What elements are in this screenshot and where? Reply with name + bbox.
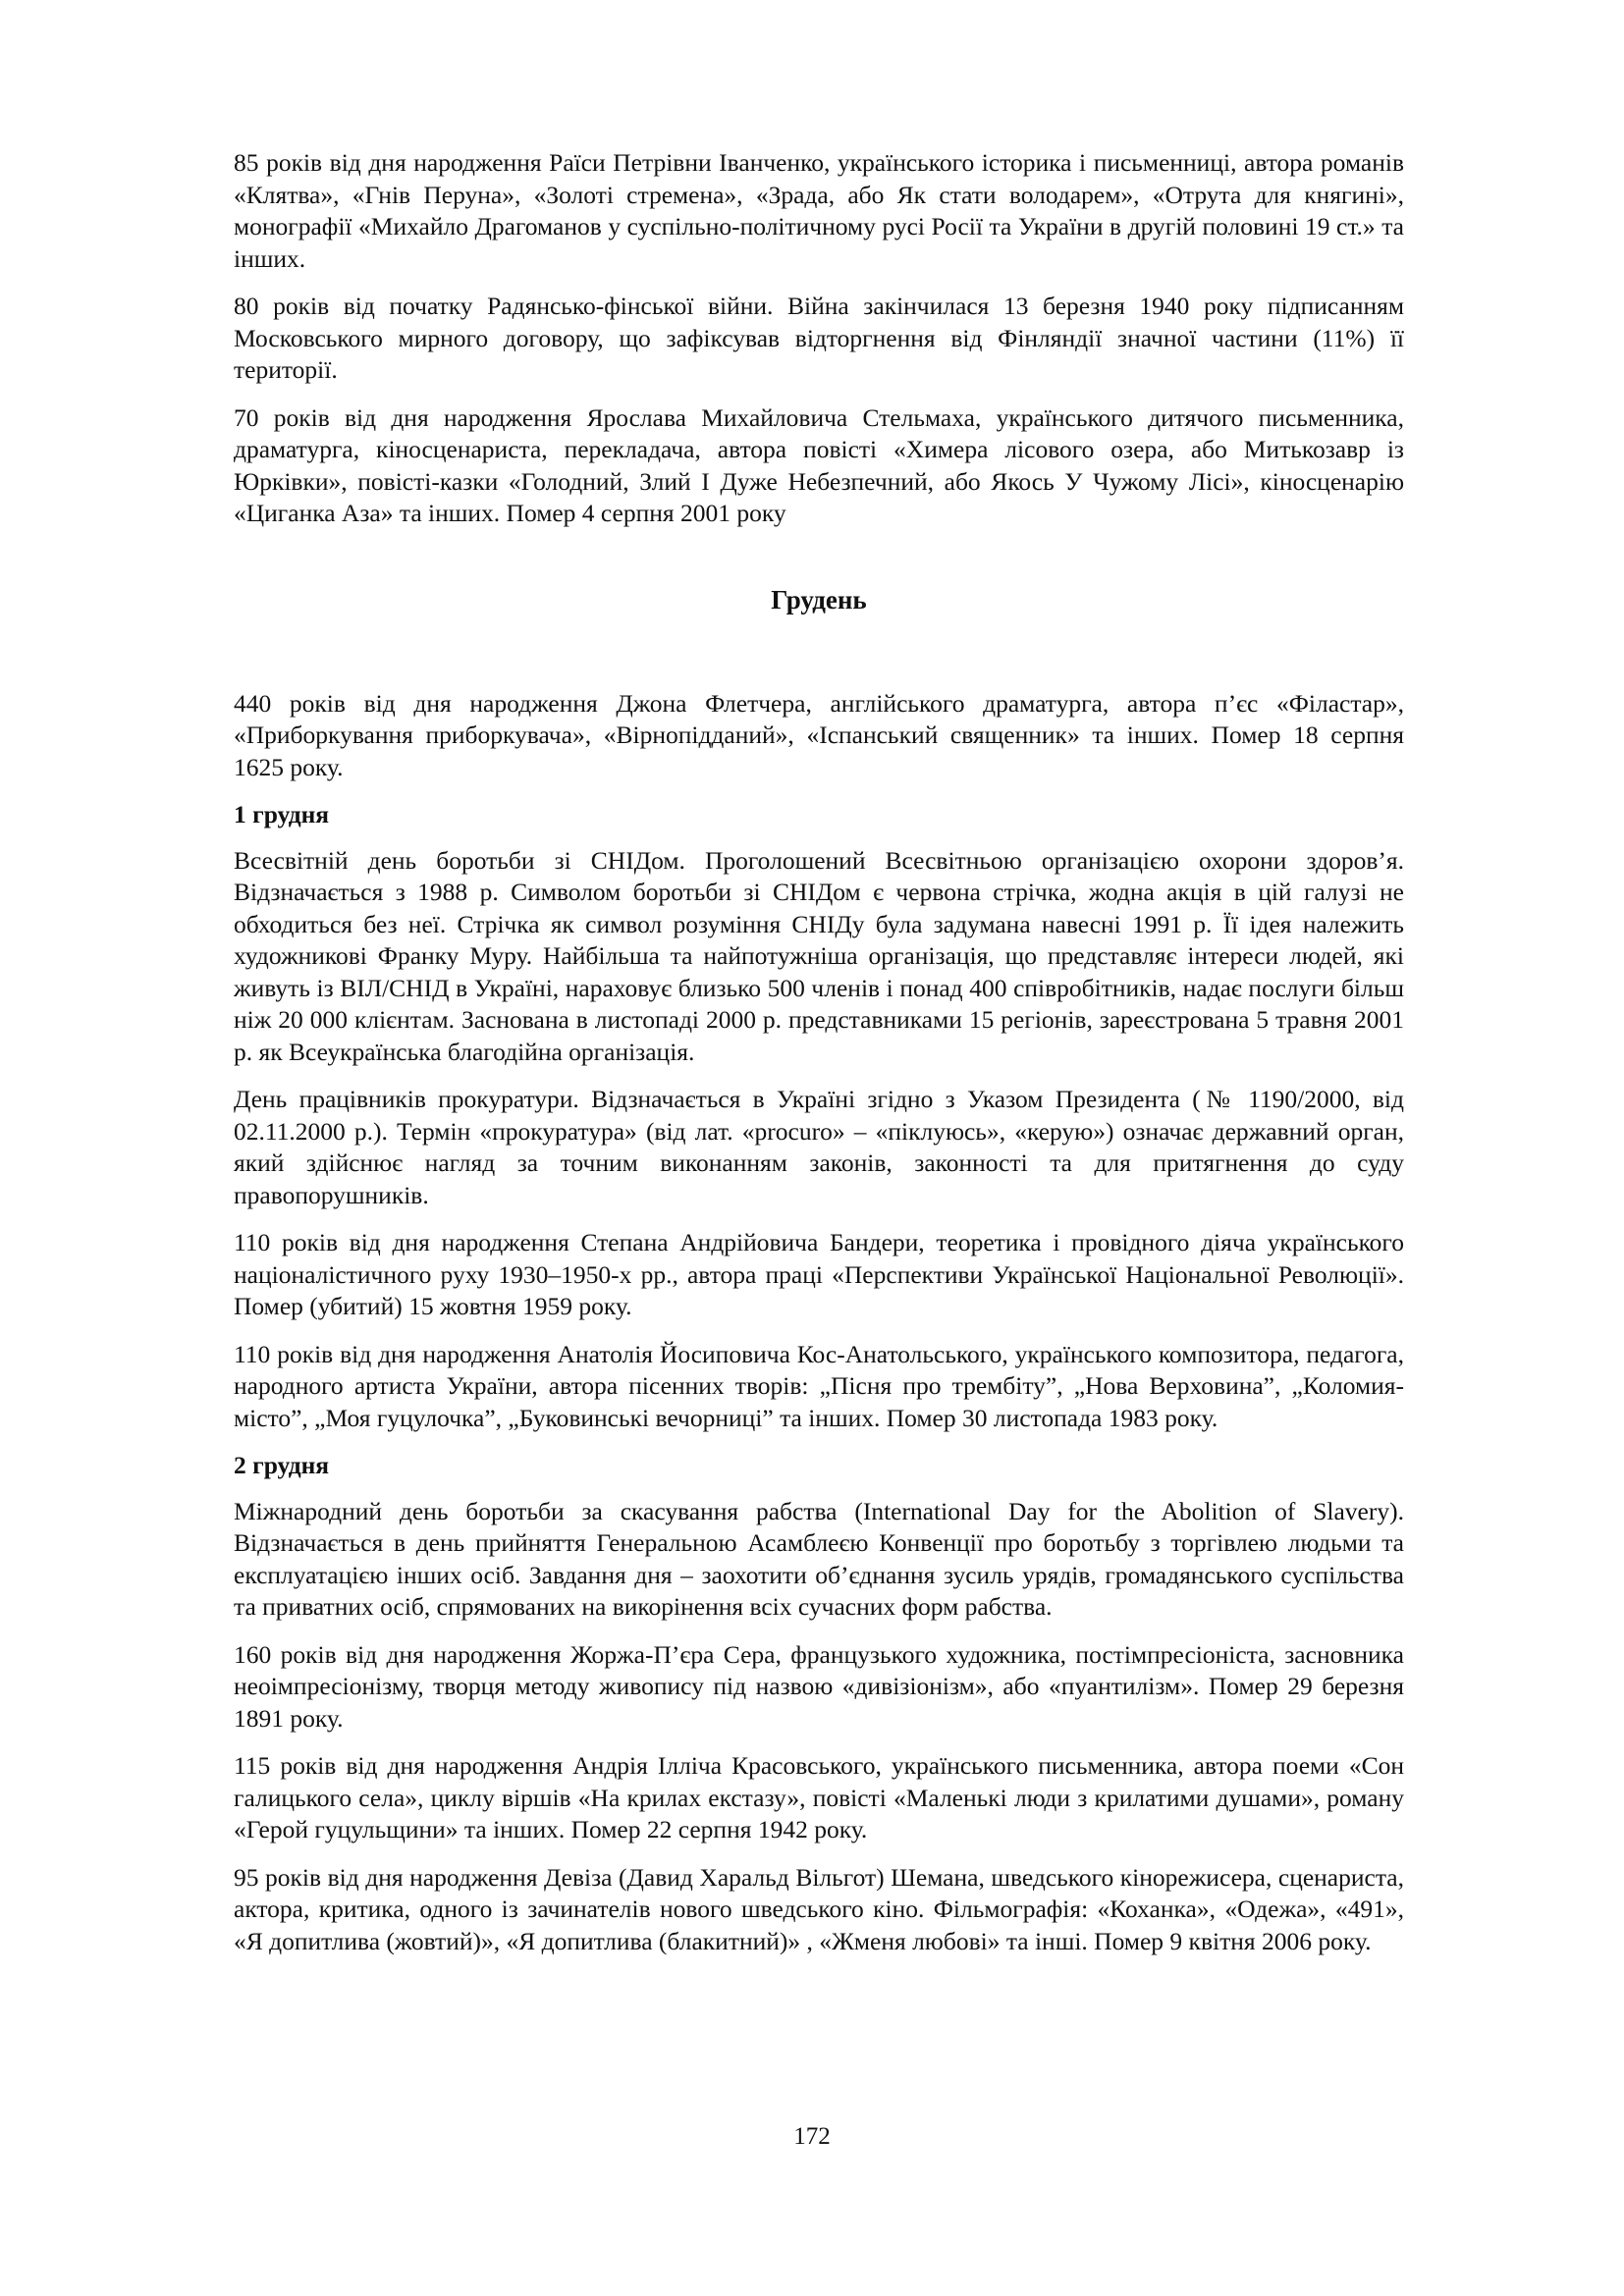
section-title: Грудень [771, 584, 867, 614]
day2-paragraph: Міжнародний день боротьби за скасування рабства (International Day for the Abolition of Slavery). Відзначається в день прийняття Генеральною Асамблеєю Конвенції про боротьбу з торгівлею людьми та експлуатацією інших осіб. Завдання дня – заохотити об’єднання зусиль урядів, громадянського суспільства та приватних осіб, спрямованих на викорінення всіх сучасних форм рабства. [234, 1496, 1404, 1621]
page-content [234, 147, 1404, 1973]
intro-paragraph: 70 років від дня народження Ярослава Михайловича Стельмаха, українського дитячого письменника, драматурга, кіносценариста, перекладача, автора повісті «Химера лісового озера, або Митькозавр із Юрківки», повісті-казки «Голодний, Злий І Дуже Небезпечний, або Якось У Чужому Лісі», кіносценарію «Циганка Аза» та інших. Помер 4 серпня 2001 року [234, 402, 1404, 527]
day1-paragraph: День працівників прокуратури. Відзначається в Україні згідно з Указом Президента (№ 1190/2000, від 02.11.2000 р.). Термін «прокуратура» (від лат. «procuro» – «піклуюсь», «керую») означає державний орган, який здійснює нагляд за точним виконанням законів, законності та для притягнення до суду правопорушників. [234, 1085, 1404, 1209]
day1-paragraph: 110 років від дня народження Анатолія Йосиповича Кос-Анатольського, українського композитора, педагога, народного артиста України, автора пісенних творів: „Пісня про трембіту”, „Нова Верховина”, „Коломия-місто”, „Моя гуцулочка”, „Буковинські вечорниці” та інших. Помер 30 листопада 1983 року. [234, 1339, 1404, 1432]
day1-paragraph: 110 років від дня народження Степана Андрійовича Бандери, теоретика і провідного діяча українського націоналістичного руху 1930–1950-х рр., автора праці «Перспективи Української Національної Революції». Помер (убитий) 15 жовтня 1959 року. [234, 1228, 1404, 1320]
intro-paragraph: 80 років від початку Радянсько-фінської війни. Війна закінчилася 13 березня 1940 року підписанням Московського мирного договору, що зафіксував відторгнення від Фінляндії значної частини (11%) її території. [234, 292, 1404, 384]
day2-paragraph: 115 років від дня народження Андрія Ілліча Красовського, українського письменника, автора поеми «Сон галицького села», циклу віршів «На крилах екстазу», повісті «Маленькі люди з крилатими душами», роману «Герой гуцульщини» та інших. Помер 22 серпня 1942 року. [234, 1751, 1404, 1843]
date-heading-1: 1 грудня [234, 800, 330, 828]
day2-paragraph: 160 років від дня народження Жоржа-П’єра Сера, французького художника, постімпресіоніста, засновника неоімпресіонізму, творця методу живопису під назвою «дивізіонізм», або «пуантилізм». Помер 29 березня 1891 року. [234, 1639, 1404, 1733]
month-paragraph: 440 років від дня народження Джона Флетчера, англійського драматурга, автора п’єс «Філастар», «Приборкування приборкувача», «Вірнопідданий», «Іспанський священник» та інших. Помер 18 серпня 1625 року. [234, 688, 1404, 781]
intro-paragraph: 85 років від дня народження Раїси Петрівни Іванченко, українського історика і письменниці, автора романів «Клятва», «Гнів Перуна», «Золоті стремена», «Зрада, або Як стати володарем», «Отрута для княгині», монографії «Михайло Драгоманов у суспільно-політичному русі Росії та України в другій половині 19 ст.» та інших. [234, 148, 1404, 273]
date-heading-2: 2 грудня [234, 1451, 330, 1479]
page-number: 172 [793, 2123, 831, 2150]
day2-paragraph: 95 років від дня народження Девіза (Давид Харальд Вільгот) Шемана, шведського кінорежисера, сценариста, актора, критика, одного із зачинателів нового шведського кіно. Фільмографія: «Коханка», «Одежа», «491», «Я допитлива (жовтий)», «Я допитлива (блакитний)» , «Жменя любові» та інші. Помер 9 квітня 2006 року. [234, 1862, 1404, 1955]
day1-paragraph: Всесвітній день боротьби зі СНІДом. Проголошений Всесвітньою організацією охорони здоров’я. Відзначається з 1988 р. Символом боротьби зі СНІДом є червона стрічка, жодна акція в цій галузі не обходиться без неї. Стрічка як символ розуміння СНІДу була задумана навесні 1991 р. Її ідея належить художникові Франку Муру. Найбільша та найпотужніша організація, що представляє інтереси людей, які живуть із ВІЛ/СНІД в Україні, нараховує близько 500 членів і понад 400 співробітників, надає послуги більш ніж 20 000 клієнтам. Заснована в листопаді 2000 р. представниками 15 регіонів, зареєстрована 5 травня 2001 р. як Всеукраїнська благодійна організація. [234, 845, 1404, 1066]
